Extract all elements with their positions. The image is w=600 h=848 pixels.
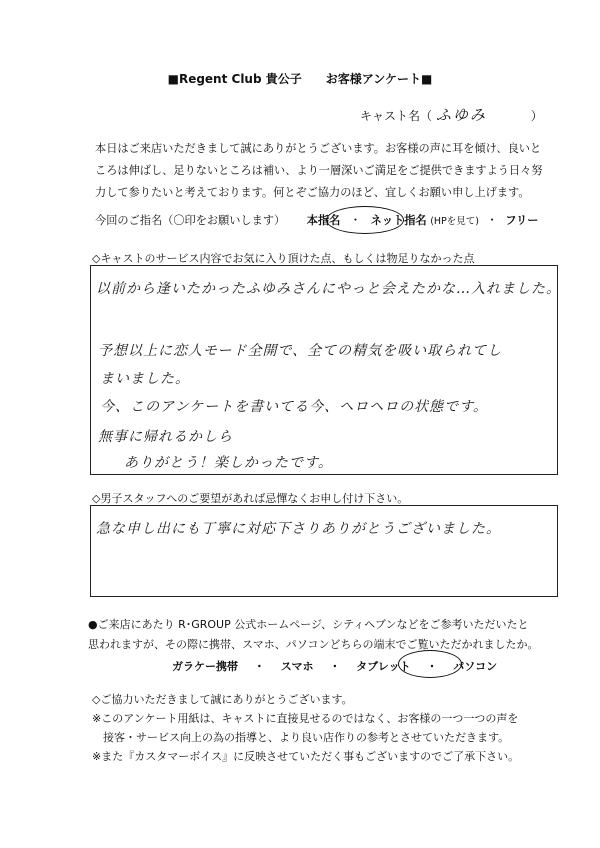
intro-paragraph <box>95 138 565 204</box>
option-tablet: タブレット <box>356 660 411 673</box>
note-line: ※また『カスタマーボイス』に反映させていただく事もございますのでご了承下さい。 <box>92 750 520 763</box>
cast-name-line <box>360 104 543 125</box>
handwritten-line: まいました。 <box>100 371 190 387</box>
selection-circle-pc <box>398 650 462 678</box>
intro-line: 本日はご来店いただきまして誠にありがとうございます。お客様の声に耳を傾け、良いと <box>95 142 542 155</box>
handwritten-line: ありがとう！楽しかったです。 <box>124 455 333 471</box>
nomination-label: 今回のご指名（〇印をお願いします） <box>95 214 286 227</box>
separator: ・ <box>329 660 341 673</box>
closing-notes <box>92 690 519 766</box>
section2-heading: ◇男子スタッフへのご要望があれば忌憚なくお申し付け下さい。 <box>92 492 409 505</box>
intro-line: 力して参りたいと考えております。何とぞご協力のほど、宜しくお願い申し上げます。 <box>95 186 530 199</box>
separator: ・ <box>253 660 265 673</box>
selection-circle-net <box>326 206 404 234</box>
cast-name-close: ） <box>530 109 543 123</box>
option-free: フリー <box>505 214 539 227</box>
device-question-line: ●ご来店にあたり R･GROUP 公式ホームページ、シティヘブンなどをご参考いただいたと <box>88 618 529 631</box>
separator: ・ <box>426 660 438 673</box>
separator: ・ <box>486 214 498 227</box>
intro-line: ころは伸ばし、足りないところは補い、より一層深いご満足をご提供できますよう日々努 <box>95 164 543 177</box>
cast-name-label: キャスト名（ <box>360 109 433 123</box>
device-question <box>88 615 568 655</box>
cast-name-handwritten: ふゆみ <box>435 106 487 124</box>
option-pc: パソコン <box>453 660 498 673</box>
nomination-line <box>95 212 538 228</box>
option-net-nomination: ネット指名 <box>370 214 427 227</box>
option-main-nomination: 本指名 <box>306 214 341 227</box>
handwritten-line: 今、このアンケートを書いてる今、ヘロヘロの状態です。 <box>100 399 489 415</box>
option-feature-phone: ガラケー携帯 <box>172 660 238 673</box>
separator: ・ <box>349 214 362 227</box>
handwritten-line: 無事に帰れるかしら <box>98 429 233 445</box>
section1-heading: ◇キャストのサービス内容でお気に入り頂けた点、もしくは物足りなかった点 <box>92 252 475 265</box>
note-line: ◇ご協力いただきまして誠にありがとうございます。 <box>92 693 353 706</box>
survey-title: ■Regent Club 貴公子 お客様アンケート■ <box>167 72 433 86</box>
handwritten-line: 以前から逢いたかったふゆみさんにやっと会えたかな…入れました。 <box>96 281 561 297</box>
device-question-line: 思われますが、その際に携帯、スマホ、パソコンどちらの端末でご覧いただかれましたか。 <box>88 638 539 651</box>
handwritten-line: 急な申し出にも丁寧に対応下さりありがとうございました。 <box>96 521 501 537</box>
handwritten-line: 予想以上に恋人モード全開で、全ての精気を吸い取られてし <box>98 343 503 359</box>
net-nomination-note: (HPを見て) <box>430 216 479 227</box>
note-line: ※このアンケート用紙は、キャストに直接見せるのではなく、お客様の一つ一つの声を <box>92 712 519 725</box>
option-smartphone: スマホ <box>280 660 314 673</box>
note-line: 接客・サービス向上の為の指導と、より良い店作りの参考とさせていただきます。 <box>92 731 510 744</box>
